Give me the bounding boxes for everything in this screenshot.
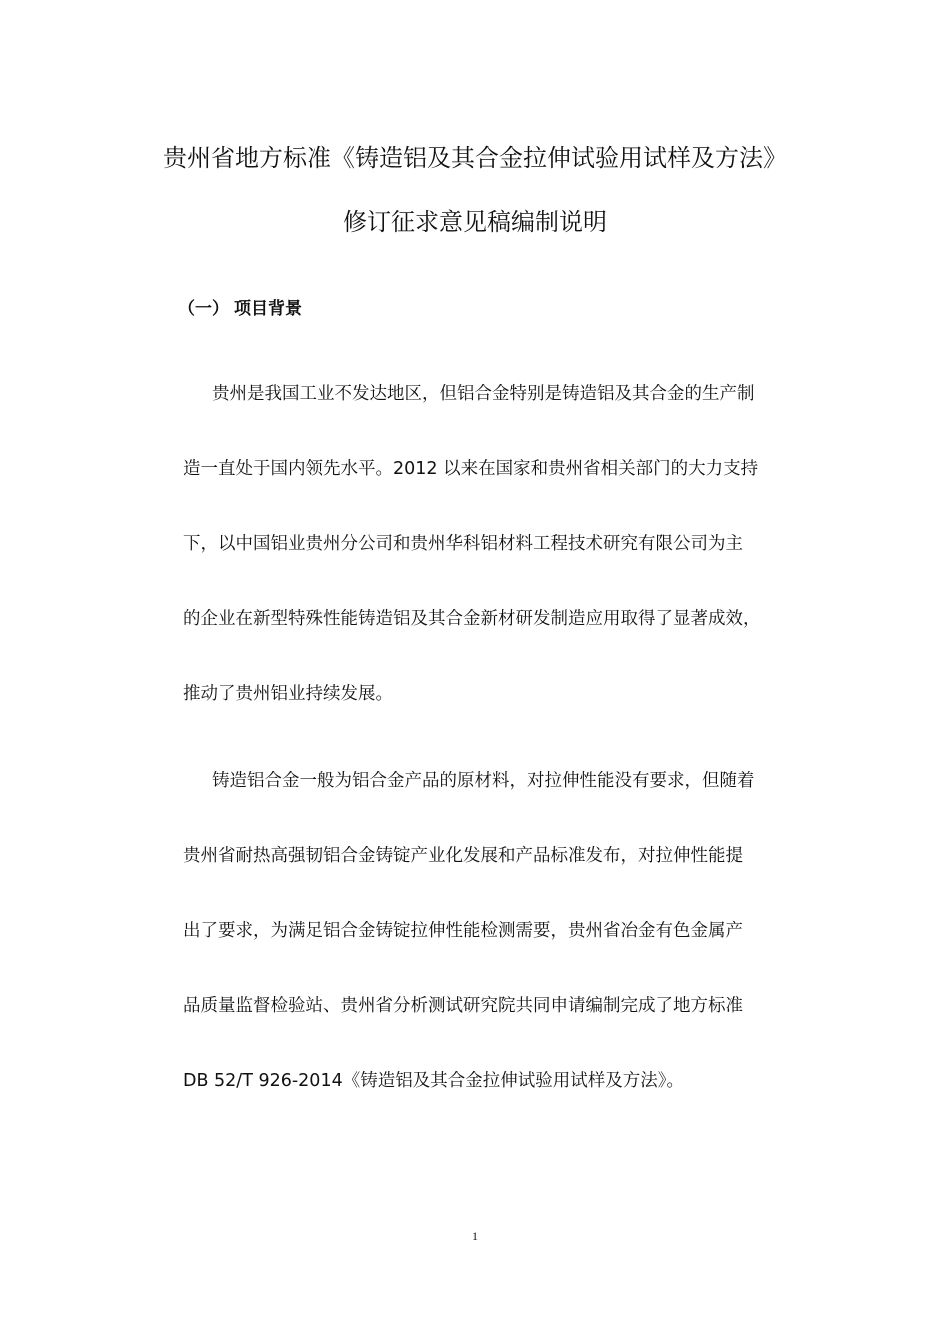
- paragraph-1-line-5: 推动了贵州铝业持续发展。: [183, 684, 393, 704]
- paragraph-2-line-3: 出了要求，为满足铝合金铸锭拉伸性能检测需要，贵州省冶金有色金属产: [183, 921, 743, 941]
- page-number: 1: [472, 1229, 478, 1243]
- paragraph-1-line-4: 的企业在新型特殊性能铸造铝及其合金新材研发制造应用取得了显著成效，: [183, 609, 761, 629]
- paragraph-1-line-1: 贵州是我国工业不发达地区，但铝合金特别是铸造铝及其合金的生产制: [212, 384, 755, 404]
- section-number: （一）: [178, 299, 229, 319]
- section-heading: [178, 294, 302, 319]
- paragraph-1-line-2: 造一直处于国内领先水平。2012 以来在国家和贵州省相关部门的大力支持: [183, 459, 759, 479]
- document-title-line-2: 修订征求意见稿编制说明: [343, 208, 607, 236]
- paragraph-2-line-2: 贵州省耐热高强韧铝合金铸锭产业化发展和产品标准发布，对拉伸性能提: [183, 846, 743, 866]
- paragraph-2-line-4: 品质量监督检验站、贵州省分析测试研究院共同申请编制完成了地方标准: [183, 996, 743, 1016]
- paragraph-2-line-1: 铸造铝合金一般为铝合金产品的原材料，对拉伸性能没有要求，但随着: [212, 771, 755, 791]
- paragraph-1-line-3: 下，以中国铝业贵州分公司和贵州华科铝材料工程技术研究有限公司为主: [183, 534, 743, 554]
- section-title: 项目背景: [234, 299, 302, 319]
- paragraph-2-line-5: DB 52/T 926-2014《铸造铝及其合金拉伸试验用试样及方法》。: [183, 1071, 684, 1091]
- document-title-line-1: 贵州省地方标准《铸造铝及其合金拉伸试验用试样及方法》: [163, 144, 787, 172]
